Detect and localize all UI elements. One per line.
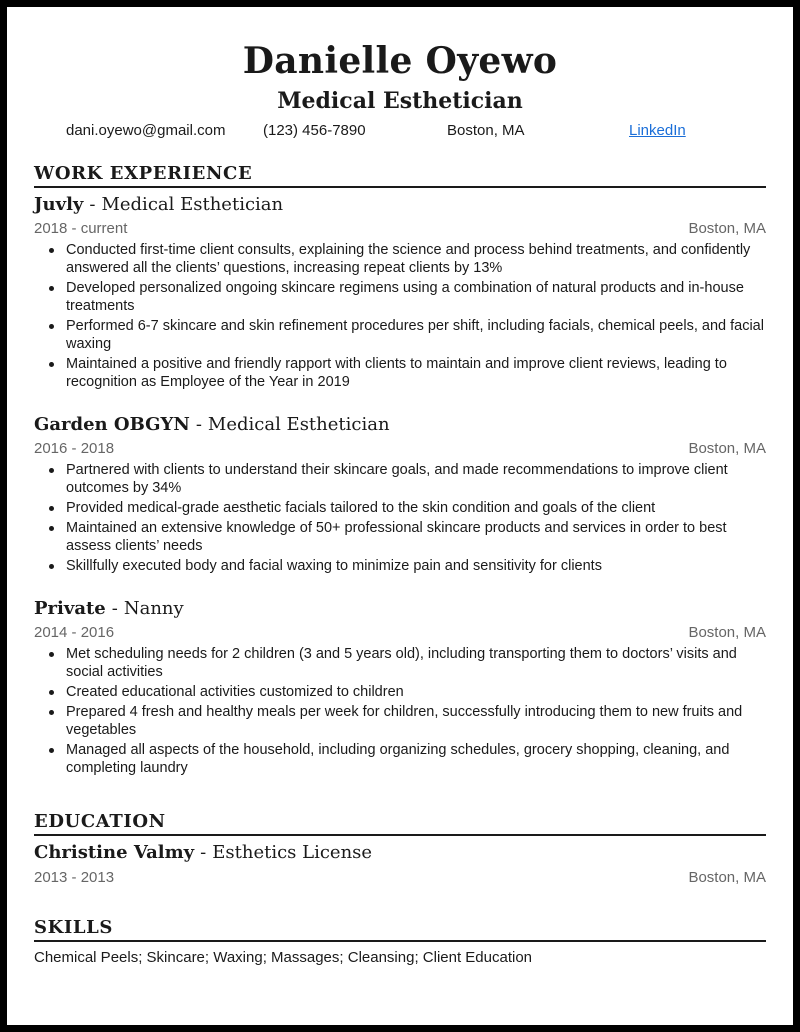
job-meta: [34, 219, 766, 239]
job-role: Nanny: [123, 598, 184, 619]
education-header: [34, 841, 372, 865]
job-header: [34, 413, 390, 437]
education-meta: [34, 868, 766, 888]
job-role: Medical Esthetician: [101, 194, 284, 215]
education-location: Boston, MA: [688, 869, 766, 886]
bullet-item: Prepared 4 fresh and healthy meals per week for children, successfully introducing them to new fruits and vegetables: [34, 703, 766, 739]
bullet-item: Developed personalized ongoing skincare regimens using a combination of natural products and in-house treatments: [34, 279, 766, 315]
job-company: Juvly: [34, 194, 84, 215]
job-meta: [34, 623, 766, 643]
education-dates: 2013 - 2013: [34, 869, 115, 886]
section-divider: [34, 834, 766, 836]
education-school: Christine Valmy: [34, 842, 195, 863]
education-heading: EDUCATION: [34, 811, 166, 832]
contact-phone: (123) 456-7890: [263, 122, 366, 139]
job-role: Medical Esthetician: [207, 414, 390, 435]
job-separator: -: [89, 194, 96, 215]
bullet-item: Maintained a positive and friendly rapport with clients to maintain and improve client reviews, leading to recognition as Employee of the Year in 2019: [34, 355, 766, 391]
candidate-title: Medical Esthetician: [277, 88, 523, 114]
bullet-item: Skillfully executed body and facial waxing to minimize pain and sensitivity for clients: [34, 557, 766, 575]
job-separator: -: [195, 414, 202, 435]
bullet-item: Managed all aspects of the household, including organizing schedules, grocery shopping, cleaning, and completing laundry: [34, 741, 766, 777]
candidate-name: Danielle Oyewo: [242, 40, 558, 82]
education-credential: Esthetics License: [212, 842, 373, 863]
job-bullets: [34, 645, 766, 779]
bullet-item: Created educational activities customized to children: [34, 683, 766, 701]
job-separator: -: [111, 598, 118, 619]
bullet-item: Maintained an extensive knowledge of 50+ professional skincare products and services in order to best assess clients’ needs: [34, 519, 766, 555]
bullet-item: Provided medical-grade aesthetic facials tailored to the skin condition and goals of the client: [34, 499, 766, 517]
education-separator: -: [200, 842, 207, 863]
linkedin-link[interactable]: LinkedIn: [629, 122, 686, 139]
job-location: Boston, MA: [688, 220, 766, 237]
job-meta: [34, 439, 766, 459]
bullet-item: Conducted first-time client consults, explaining the science and process behind treatments, and confidently answered all the clients’ questions, increasing repeat clients by 13%: [34, 241, 766, 277]
work-experience-heading: WORK EXPERIENCE: [34, 163, 253, 184]
job-dates: 2014 - 2016: [34, 624, 115, 641]
bullet-item: Partnered with clients to understand their skincare goals, and made recommendations to improve client outcomes by 34%: [34, 461, 766, 497]
skills-heading: SKILLS: [34, 917, 113, 938]
job-location: Boston, MA: [688, 440, 766, 457]
job-location: Boston, MA: [688, 624, 766, 641]
job-bullets: [34, 461, 766, 577]
job-dates: 2018 - current: [34, 220, 128, 237]
job-bullets: [34, 241, 766, 393]
bullet-item: Met scheduling needs for 2 children (3 and 5 years old), including transporting them to doctors’ visits and social activities: [34, 645, 766, 681]
job-header: [34, 597, 184, 621]
section-divider: [34, 186, 766, 188]
skills-list: Chemical Peels; Skincare; Waxing; Massages; Cleansing; Client Education: [34, 949, 533, 966]
job-company: Private: [34, 598, 106, 619]
bullet-item: Performed 6-7 skincare and skin refinement procedures per shift, including facials, chemical peels, and facial waxing: [34, 317, 766, 353]
job-dates: 2016 - 2018: [34, 440, 115, 457]
job-company: Garden OBGYN: [34, 414, 190, 435]
contact-email[interactable]: dani.oyewo@gmail.com: [66, 122, 226, 139]
contact-location: Boston, MA: [447, 122, 525, 139]
job-header: [34, 193, 283, 217]
section-divider: [34, 940, 766, 942]
resume-page: [7, 7, 793, 1025]
